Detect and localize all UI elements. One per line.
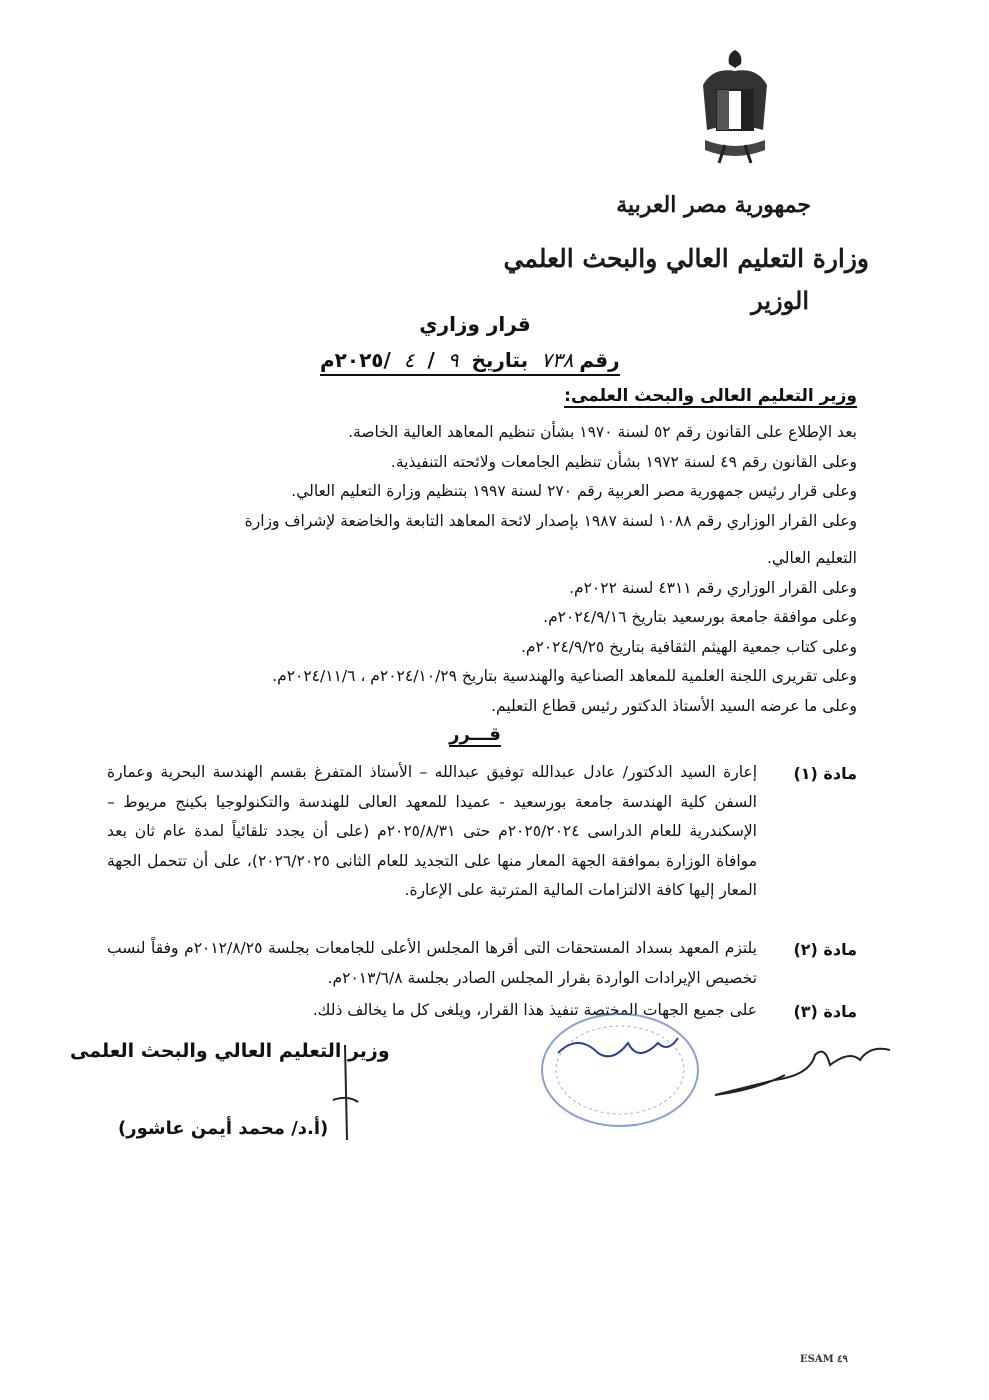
preamble-line: وعلى موافقة جامعة بورسعيد بتاريخ ٢٠٢٤/٩/١٦م.: [543, 608, 857, 626]
date-label: بتاريخ: [471, 348, 529, 372]
issuer-heading: وزير التعليم العالى والبحث العلمى:: [564, 386, 857, 406]
decree-number: ٧٣٨: [541, 348, 574, 372]
article-text: إعارة السيد الدكتور/ عادل عبدالله توفيق عبدالله – الأستاذ المتفرغ بقسم الهندسة البحرية وعمارة السفن كلية الهندسة جامعة بورسعيد - عميدا للمعهد العالى للهندسة والتكنولوجيا بكينج مريوط – الإسكندرية للعام الدراسى ٢٠٢٥/٢٠٢٤م حتى ٢٠٢٥/٨/٣١م (على أن يجدد تلقائياً لمدة عام ثان بعد موافاة الوزارة بموافقة الجهة المعار منها على التجديد للعام الثانى ٢٠٢٦/٢٠٢٥)، على أن تتحمل الجهة المعار إليها كافة الالتزامات المالية المترتبة على الإعارة.: [107, 763, 757, 899]
preamble-line: وعلى قرار رئيس جمهورية مصر العربية رقم ٢٧٠ لسنة ١٩٩٧ بتنظيم وزارة التعليم العالي.: [291, 482, 857, 500]
preamble-line: وعلى ما عرضه السيد الأستاذ الدكتور رئيس قطاع التعليم.: [491, 696, 857, 715]
preamble-line: بعد الإطلاع على القانون رقم ٥٢ لسنة ١٩٧٠ بشأن تنظيم المعاهد العالية الخاصة.: [348, 423, 857, 441]
article-1: [107, 758, 857, 906]
article-label: مادة (٢): [793, 940, 857, 959]
letterhead-office: الوزير: [751, 286, 809, 315]
footer-mark: ESAM ٤٩: [800, 1354, 848, 1365]
signature-title: وزير التعليم العالي والبحث العلمى: [70, 1040, 390, 1062]
letterhead-country: جمهورية مصر العربية: [616, 192, 811, 218]
article-label: مادة (١): [793, 764, 857, 783]
date-day: ٩: [447, 348, 459, 372]
preamble-line: وعلى القرار الوزاري رقم ٤٣١١ لسنة ٢٠٢٢م.: [569, 578, 857, 597]
preamble-line: وعلى القانون رقم ٤٩ لسنة ١٩٧٢ بشأن تنظيم الجامعات ولائحته التنفيذية.: [390, 452, 857, 471]
decided-heading: [0, 724, 950, 745]
preamble: [97, 418, 857, 721]
decree-number-line: رقم٧٣٨ بتاريخ ٩ / ٤ /٢٠٢٥م: [320, 348, 620, 376]
letterhead-ministry: وزارة التعليم العالي والبحث العلمي: [503, 244, 869, 273]
article-3: [107, 996, 857, 1026]
decree-title: قرار وزاري: [419, 312, 531, 336]
signatory-name: (أ.د/ محمد أيمن عاشور): [118, 1118, 329, 1139]
article-text: على جميع الجهات المختصة تنفيذ هذا القرار، ويلغى كل ما يخالف ذلك.: [312, 1001, 757, 1019]
decided-text: قـــرر: [449, 724, 501, 745]
article-2: [107, 934, 857, 993]
preamble-line: التعليم العالي.: [766, 549, 857, 567]
date-month: ٤: [403, 348, 415, 372]
handwritten-signature-icon: [700, 1030, 900, 1100]
article-text: يلتزم المعهد بسداد المستحقات التى أقرها المجلس الأعلى للجامعات بجلسة ٢٠١٢/٨/٢٥م وفقاً لنسب تخصيص الإيرادات الواردة بقرار المجلس الصادر بجلسة ٢٠١٣/٦/٨م.: [107, 939, 757, 987]
preamble-line: وعلى كتاب جمعية الهيثم الثقافية بتاريخ ٢٠٢٤/٩/٢٥م.: [520, 637, 857, 656]
eagle-emblem-icon: [695, 45, 775, 170]
preamble-line: وعلى القرار الوزاري رقم ١٠٨٨ لسنة ١٩٨٧ بإصدار لائحة المعاهد التابعة والخاضعة لإشراف وزارة: [244, 511, 857, 530]
preamble-line: وعلى تقريرى اللجنة العلمية للمعاهد الصناعية والهندسية بتاريخ ٢٠٢٤/١٠/٢٩م ، ٢٠٢٤/١١/٦م.: [272, 667, 857, 685]
official-stamp-icon: [538, 1008, 703, 1128]
date-year: /٢٠٢٥م: [320, 348, 391, 372]
number-label: رقم: [579, 348, 620, 372]
article-label: مادة (٣): [793, 1002, 857, 1021]
